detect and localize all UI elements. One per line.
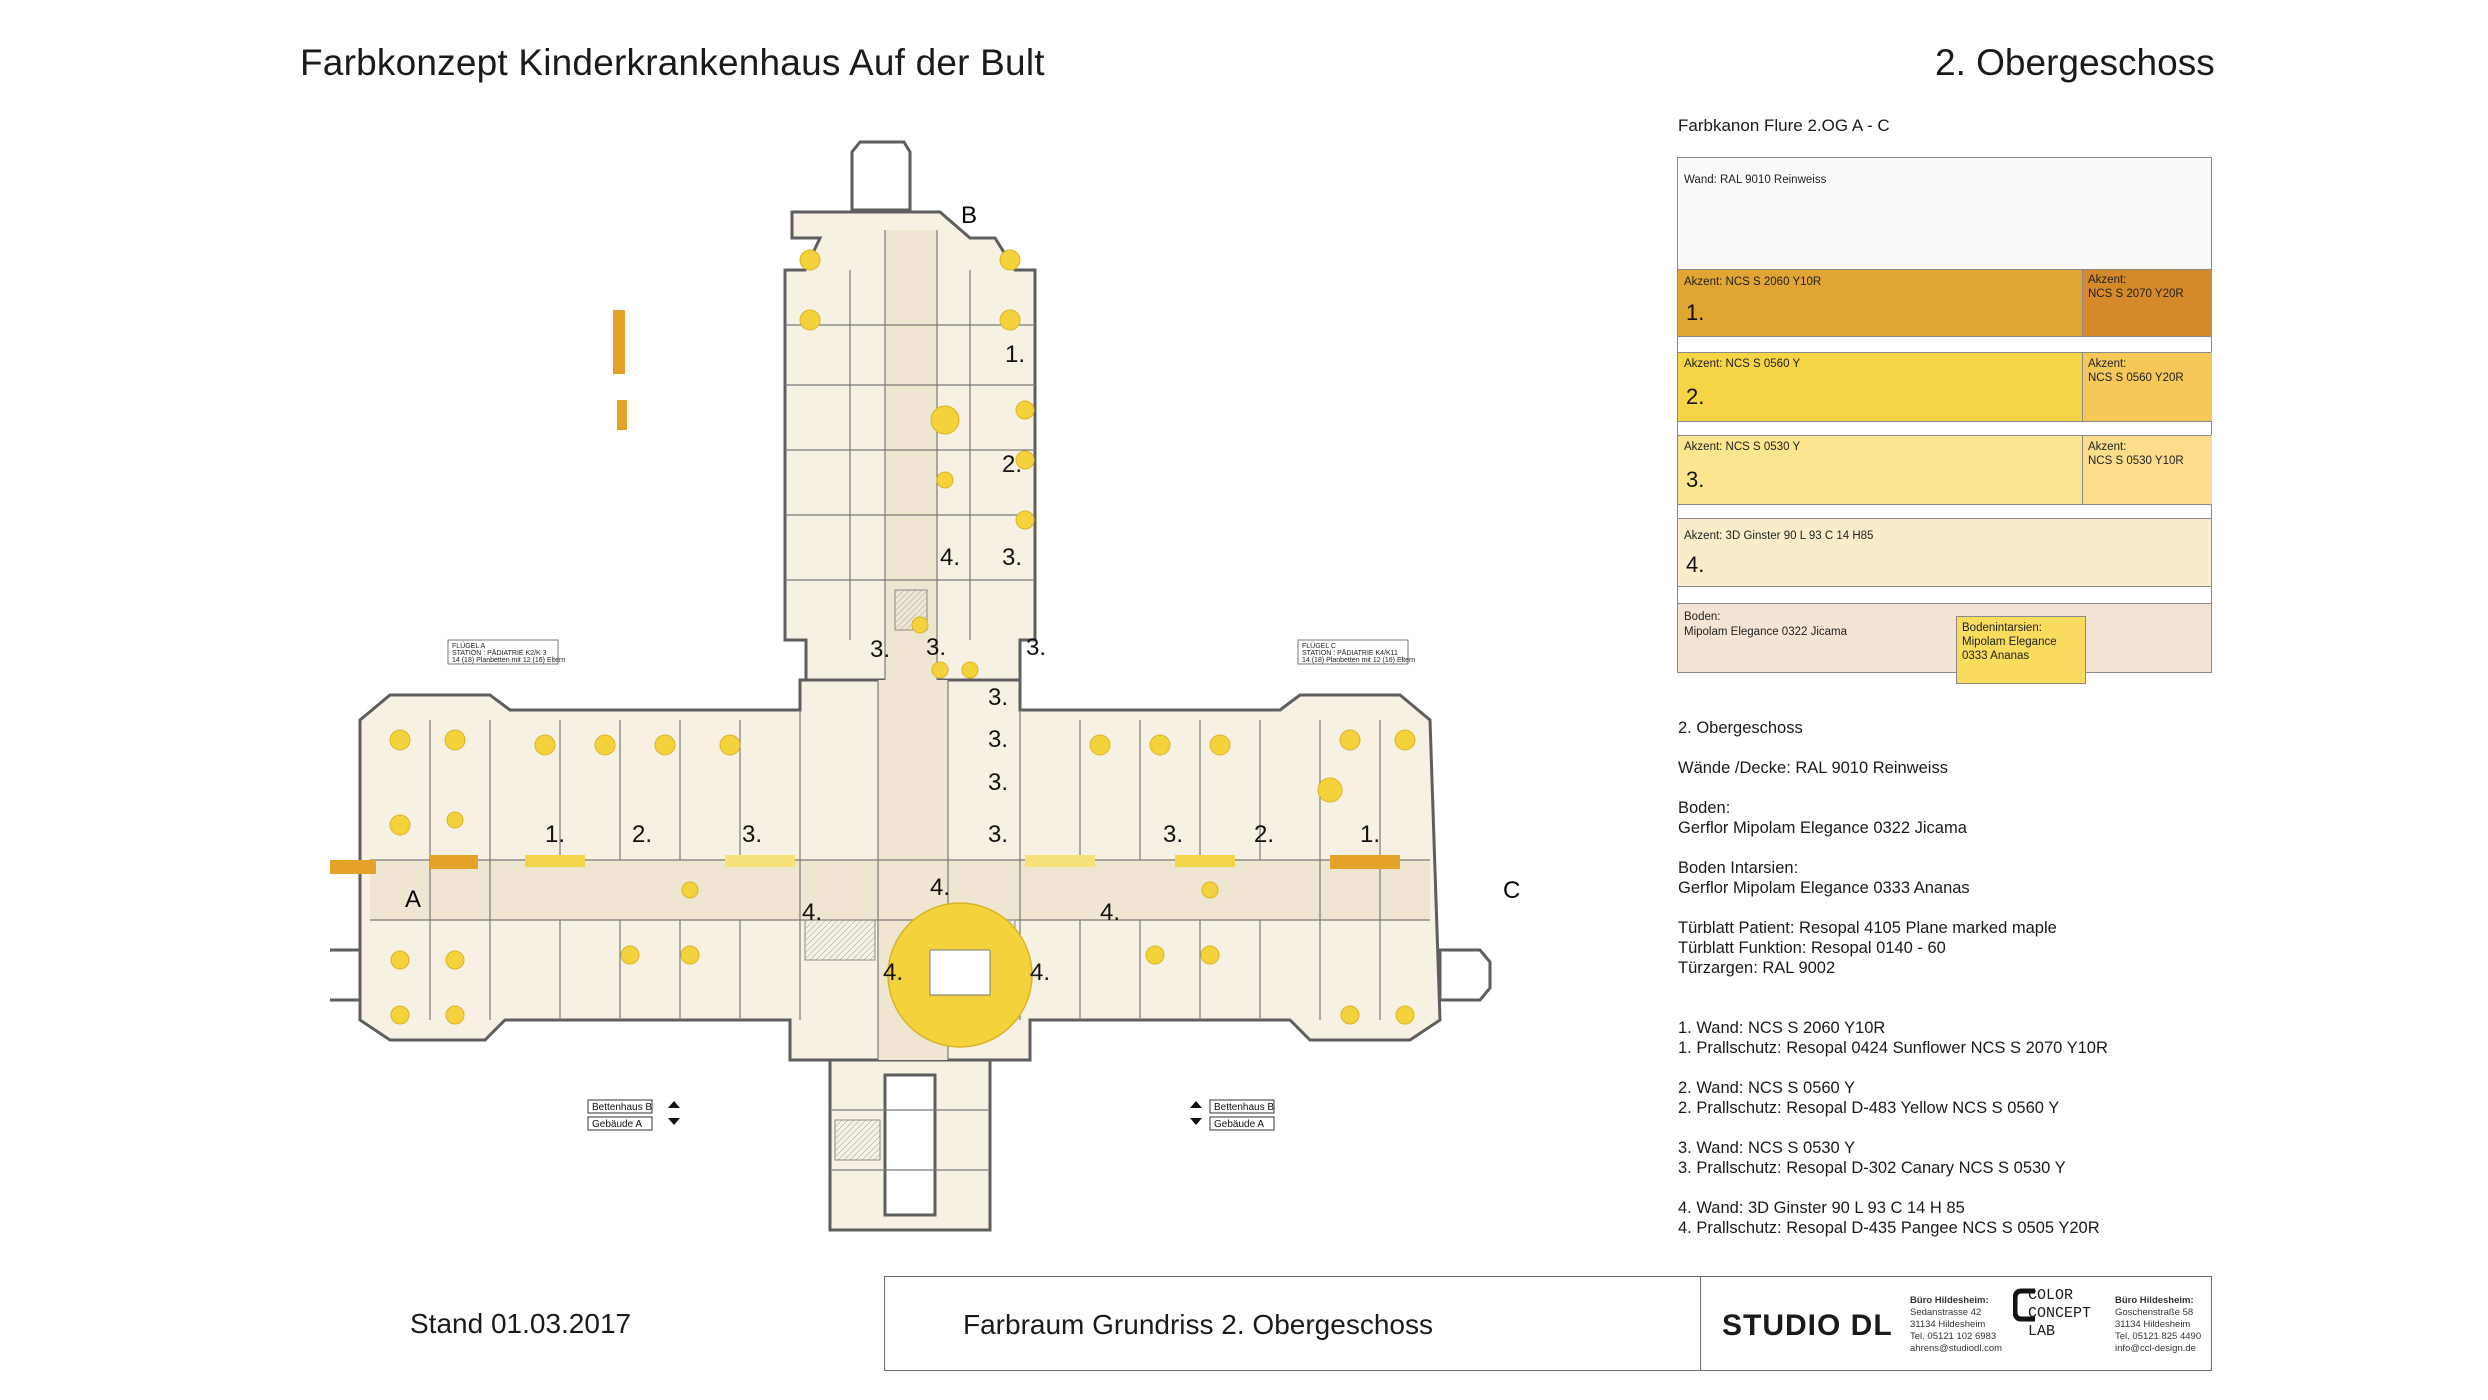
specs-zone1-guard: 1. Prallschutz: Resopal 0424 Sunflower NCS S 2070 Y10R — [1678, 1039, 2108, 1057]
zone-label: 3. — [742, 821, 763, 848]
palette-row-label: Akzent: 3D Ginster 90 L 93 C 14 H85 — [1684, 530, 1874, 542]
office-2-line: info@ccl-design.de — [2115, 1343, 2196, 1354]
zone-label: 3. — [988, 726, 1009, 753]
specs-inlay-value: Gerflor Mipolam Elegance 0333 Ananas — [1678, 879, 1970, 897]
zone2-bar-c — [1175, 855, 1235, 867]
studio-logo: STUDIO DL — [1722, 1309, 1893, 1342]
zone2-bar-a — [525, 855, 585, 867]
zone-label: 4. — [883, 959, 904, 986]
zone-label: 1. — [545, 821, 566, 848]
zone1-bar-a — [430, 855, 478, 869]
palette-legend — [1677, 157, 2212, 673]
palette-row-label: Akzent: NCS S 0560 Y — [1684, 358, 1801, 370]
palette-side-label: Akzent: — [2088, 274, 2127, 286]
office-1-line: ahrens@studiodl.com — [1910, 1343, 2003, 1354]
tag-gebaeude: Gebäude A — [1214, 1119, 1265, 1130]
palette-row-number: 3. — [1686, 467, 1705, 492]
zone-label: 4. — [1030, 959, 1051, 986]
material-specs — [1678, 718, 2108, 1258]
palette-row-number: 2. — [1686, 384, 1705, 409]
zone3-bar-c — [1025, 855, 1095, 867]
specs-zone1-wall: 1. Wand: NCS S 2060 Y10R — [1678, 1019, 1886, 1037]
office-1-line: Sedanstrasse 42 — [1910, 1307, 1982, 1318]
ccl-line: COLOR — [2028, 1287, 2074, 1304]
tag-bettenhaus: Bettenhaus B — [592, 1102, 653, 1113]
palette-row-number: 1. — [1686, 300, 1705, 325]
palette-wall-label: Wand: RAL 9010 Reinweiss — [1684, 174, 1827, 186]
zone-label: 4. — [802, 899, 823, 926]
specs-door-frames: Türzargen: RAL 9002 — [1678, 959, 1836, 977]
zone-label: 1. — [1005, 341, 1026, 368]
zone-label: 1. — [1360, 821, 1381, 848]
zone3-bar-a — [725, 855, 795, 867]
office-1-line: Tel. 05121 102 6983 — [1910, 1331, 1997, 1342]
palette-row-3 — [1678, 435, 2211, 504]
floor-plan — [330, 120, 1630, 1240]
palette-floor-value: Mipolam Elegance 0322 Jicama — [1684, 626, 1848, 638]
palette-side-swatch — [2082, 270, 2212, 336]
palette-inlay-swatch — [1956, 616, 2086, 684]
zone1-bar-c — [1330, 855, 1400, 869]
specs-inlay-label: Boden Intarsien: — [1678, 859, 1799, 877]
wing-note: STATION : PÄDIATRIE K2/K 3 — [452, 650, 547, 657]
office-1-title: Büro Hildesheim: — [1910, 1295, 1989, 1306]
zone-label: 3. — [988, 684, 1009, 711]
office-1-address — [1910, 1295, 2002, 1355]
zone-label: 3. — [870, 636, 891, 663]
level-arrows-icon — [1190, 1101, 1202, 1125]
wing-note: 14 (18) Planbetten mit 12 (16) Eltern — [452, 657, 566, 664]
wing-note: FLÜGEL C — [1302, 643, 1336, 650]
palette-floor-row — [1678, 603, 2211, 672]
office-2-line: Tel. 05121 825 4490 — [2115, 1331, 2202, 1342]
wing-label-a: A — [405, 886, 422, 913]
ccl-line: CONCEPT — [2028, 1305, 2092, 1322]
palette-side-label: Akzent: — [2088, 358, 2127, 370]
zone-label: 2. — [1254, 821, 1275, 848]
specs-door-patient: Türblatt Patient: Resopal 4105 Plane marked maple — [1678, 919, 2057, 937]
specs-zone3-wall: 3. Wand: NCS S 0530 Y — [1678, 1139, 1856, 1157]
zone-label: 4. — [1100, 899, 1121, 926]
palette-wall-row — [1678, 158, 2211, 269]
specs-zone4-wall: 4. Wand: 3D Ginster 90 L 93 C 14 H 85 — [1678, 1199, 1965, 1217]
level-arrows-icon — [668, 1101, 680, 1125]
wing-note: 14 (18) Planbetten mit 12 (16) Eltern — [1302, 657, 1416, 664]
floor-title: 2. Obergeschoss — [1935, 42, 2215, 83]
zone-label: 2. — [1002, 451, 1023, 478]
specs-zone2-guard: 2. Prallschutz: Resopal D-483 Yellow NCS S 0560 Y — [1678, 1099, 2060, 1117]
specs-door-function: Türblatt Funktion: Resopal 0140 - 60 — [1678, 939, 1946, 957]
zone-label: 3. — [988, 821, 1009, 848]
palette-side-swatch — [2082, 435, 2212, 504]
palette-floor-label: Boden: — [1684, 611, 1721, 623]
palette-row-label: Akzent: NCS S 2060 Y10R — [1684, 276, 1822, 288]
zone-label: 4. — [930, 874, 951, 901]
palette-row-number: 4. — [1686, 552, 1705, 577]
palette-row-label: Akzent: NCS S 0530 Y — [1684, 441, 1801, 453]
wing-label-c: C — [1503, 877, 1521, 904]
palette-row-4 — [1678, 518, 2211, 586]
zone-label: 3. — [1163, 821, 1184, 848]
zone-label: 3. — [926, 634, 947, 661]
zone-label: 3. — [1002, 544, 1023, 571]
specs-zone3-guard: 3. Prallschutz: Resopal D-302 Canary NCS S 0530 Y — [1678, 1159, 2066, 1177]
specs-zone4-guard: 4. Prallschutz: Resopal D-435 Pangee NCS S 0505 Y20R — [1678, 1219, 2100, 1237]
title-block — [884, 1276, 2212, 1371]
palette-row-2 — [1678, 352, 2211, 421]
palette-side-label: Akzent: — [2088, 441, 2127, 453]
ccl-logo-text — [2028, 1287, 2091, 1341]
office-2-line: Goschenstraße 58 — [2115, 1307, 2194, 1318]
office-2-address — [2115, 1295, 2201, 1355]
office-2-title: Büro Hildesheim: — [2115, 1295, 2194, 1306]
wing-note: FLÜGEL A — [452, 643, 486, 650]
date-stamp: Stand 01.03.2017 — [410, 1308, 632, 1339]
specs-walls: Wände /Decke: RAL 9010 Reinweiss — [1678, 759, 1948, 777]
palette-side-value: NCS S 0560 Y20R — [2088, 372, 2184, 384]
palette-side-value: NCS S 2070 Y20R — [2088, 288, 2184, 300]
page-title: Farbkonzept Kinderkrankenhaus Auf der Bult — [300, 42, 1045, 83]
zone-label: 2. — [632, 821, 653, 848]
specs-zone2-wall: 2. Wand: NCS S 0560 Y — [1678, 1079, 1856, 1097]
zone-label: 4. — [940, 544, 961, 571]
ccl-line: LAB — [2028, 1323, 2056, 1340]
inlay-line-1: Mipolam Elegance — [1962, 636, 2057, 648]
palette-side-swatch — [2082, 352, 2212, 421]
zone-label: 3. — [988, 769, 1009, 796]
lift-core — [930, 950, 990, 995]
tag-gebaeude: Gebäude A — [592, 1119, 643, 1130]
palette-row-1 — [1678, 270, 2211, 336]
wing-note: STATION : PÄDIATRIE K4/K11 — [1302, 650, 1398, 657]
drawing-title: Farbraum Grundriss 2. Obergeschoss — [963, 1309, 1433, 1340]
zone-label: 3. — [1026, 634, 1047, 661]
office-2-line: 31134 Hildesheim — [2115, 1319, 2191, 1330]
inlay-title: Bodenintarsien: — [1962, 622, 2042, 634]
palette-title: Farbkanon Flure 2.OG A - C — [1678, 116, 1890, 135]
office-1-line: 31134 Hildesheim — [1910, 1319, 1986, 1330]
tag-bettenhaus: Bettenhaus B — [1214, 1102, 1275, 1113]
inlay-line-2: 0333 Ananas — [1962, 650, 2030, 662]
specs-heading: 2. Obergeschoss — [1678, 719, 1803, 737]
specs-floor-value: Gerflor Mipolam Elegance 0322 Jicama — [1678, 819, 1967, 837]
palette-side-value: NCS S 0530 Y10R — [2088, 455, 2184, 467]
wing-label-b: B — [961, 202, 978, 229]
specs-floor-label: Boden: — [1678, 799, 1731, 817]
